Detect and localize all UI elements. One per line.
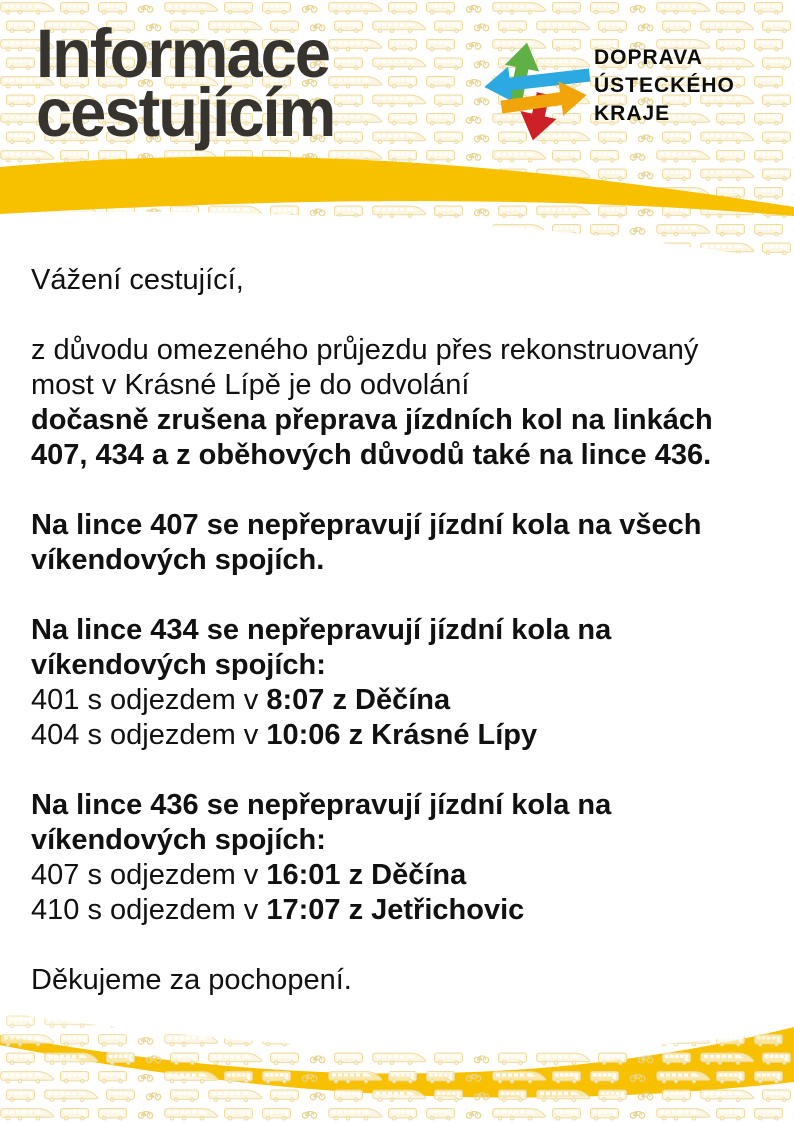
duk-logo-line1: DOPRAVA	[594, 46, 703, 69]
paragraph-gap	[31, 928, 776, 963]
intro-bold-line: dočasně zrušena přeprava jízdních kol na linkách	[31, 404, 713, 436]
line436-departure: 407 s odjezdem v 16:01 z Děčína	[31, 859, 467, 891]
line434-heading: Na lince 434 se nepřepravují jízdní kola na	[31, 614, 612, 646]
paragraph-gap	[31, 298, 776, 333]
page-title	[36, 15, 335, 151]
intro-line: most v Krásné Lípě je do odvolání	[31, 369, 470, 401]
line407-heading: Na lince 407 se nepřepravují jízdní kola na všech	[31, 509, 702, 541]
page-title-line2: cestujícím	[36, 74, 335, 151]
salutation: Vážení cestující,	[31, 264, 244, 296]
line434-heading: víkendových spojích:	[31, 649, 326, 681]
duk-logo-text	[594, 44, 735, 128]
page-title-line1: Informace	[36, 15, 330, 92]
line436-departure: 410 s odjezdem v 17:07 z Jetřichovic	[31, 894, 525, 926]
notice-body	[31, 263, 776, 998]
line434-departure: 401 s odjezdem v 8:07 z Děčína	[31, 684, 451, 716]
line407-heading: víkendových spojích.	[31, 544, 325, 576]
closing: Děkujeme za pochopení.	[31, 964, 352, 996]
intro-line: z důvodu omezeného průjezdu přes rekonstruovaný	[31, 334, 699, 366]
duk-logo-line3: KRAJE	[594, 102, 671, 125]
paragraph-gap	[31, 473, 776, 508]
line436-heading: Na lince 436 se nepřepravují jízdní kola na	[31, 789, 612, 821]
line436-heading: víkendových spojích:	[31, 824, 326, 856]
duk-arrows-emblem	[480, 38, 592, 142]
line434-departure: 404 s odjezdem v 10:06 z Krásné Lípy	[31, 719, 538, 751]
intro-bold-line: 407, 434 a z oběhových důvodů také na lince 436.	[31, 439, 712, 471]
footer-vehicle-pattern	[0, 995, 794, 1123]
paragraph-gap	[31, 578, 776, 613]
duk-logo-line2: ÚSTECKÉHO	[594, 74, 735, 97]
duk-logo	[480, 38, 790, 144]
footer-decoration	[0, 995, 794, 1123]
paragraph-gap	[31, 753, 776, 788]
